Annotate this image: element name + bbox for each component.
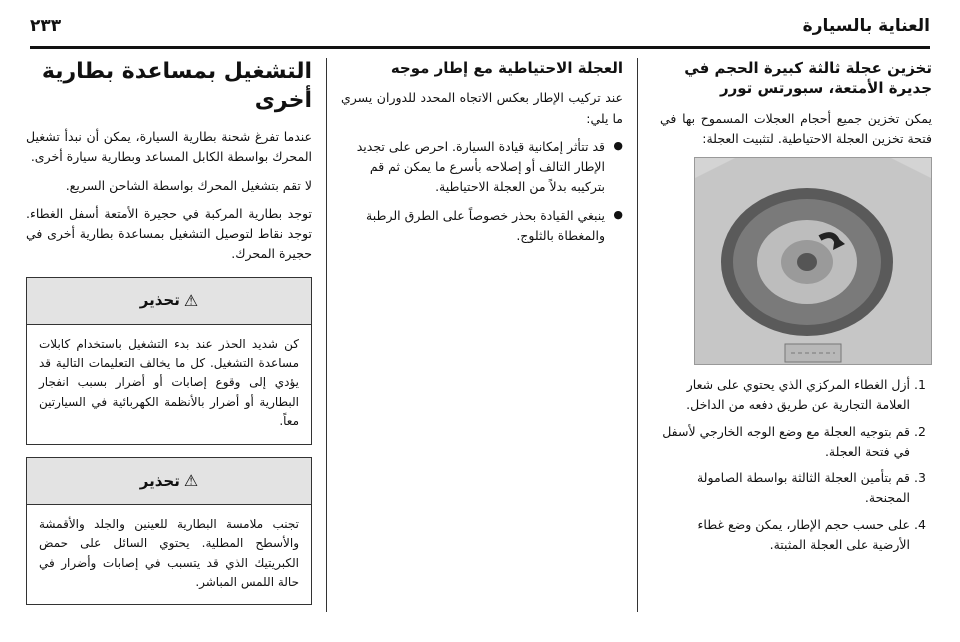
- intro-text: يمكن تخزين جميع أحجام العجلات المسموح بها في فتحة تخزين العجلة الاحتياطية. لتثبيت العجلة:: [660, 110, 932, 146]
- warning-body: كن شديد الحذر عند بدء التشغيل باستخدام كابلات مساعدة التشغيل. كل ما يخالف التعليمات التالية قد يؤدي إلى وقوع إصابات أو أضرار بسبب انفجار البطارية أو أضرار بالأنظمة الكهربائية في السيارتين معاً.: [39, 336, 299, 429]
- heading-directional-tyre: العجلة الاحتياطية مع إطار موجه: [390, 59, 623, 77]
- intro-text: عند تركيب الإطار بعكس الاتجاه المحدد للدوران يسري ما يلي:: [341, 90, 623, 126]
- paragraph: عندما تفرغ شحنة بطارية السيارة، يمكن أن نبدأ تشغيل المحرك بواسطة الكابل المساعد وبطارية سيارة أخرى.: [26, 129, 312, 165]
- heading-jump-start: التشغيل بمساعدة بطارية أخرى: [41, 59, 312, 113]
- column-divider: [326, 58, 327, 612]
- spare-wheel-illustration: [694, 157, 932, 365]
- list-item: ● قد تتأثر إمكانية قيادة السيارة. احرص على تجديد الإطار التالف أو إصلاحه بأسرع ما يمكن ثم قم بتركيبه بدلاً من العجلة الاحتياطية.: [341, 137, 605, 198]
- list-item: ● ينبغي القيادة بحذر خصوصاً على الطرق الرطبة والمغطاة بالثلوج.: [341, 206, 605, 247]
- warning-box: [26, 457, 312, 606]
- bullet-list: [341, 137, 623, 246]
- warning-header: [27, 458, 311, 505]
- warning-body: تجنب ملامسة البطارية للعينين والجلد والأقمشة والأسطح المطلية. يحتوي السائل على حمض الكبريتيك الذي قد يتسبب في إصابات وأضرار في حالة اللمس المباشر.: [39, 516, 299, 589]
- column-jump-start: [26, 58, 312, 605]
- warning-triangle-icon: ⚠: [183, 290, 199, 310]
- heading-third-wheel: تخزين عجلة ثالثة كبيرة الحجم في جديرة الأمتعة، سبورتس تورر: [684, 59, 932, 98]
- section-title: العناية بالسيارة: [802, 16, 930, 36]
- warning-box: [26, 277, 312, 445]
- list-item: 1. أزل الغطاء المركزي الذي يحتوي على شعار العلامة التجارية عن طريق دفعه من الداخل.: [660, 375, 910, 416]
- list-item: 3. قم بتأمين العجلة الثالثة بواسطة الصامولة المجنحة.: [660, 468, 910, 509]
- page-number: ٢٣٣: [30, 16, 62, 36]
- warning-triangle-icon: ⚠: [183, 470, 199, 490]
- paragraph: لا تقم بتشغيل المحرك بواسطة الشاحن السريع.: [65, 177, 312, 193]
- column-divider: [637, 58, 638, 612]
- column-directional-tyre: [341, 58, 623, 254]
- warning-header: [27, 278, 311, 325]
- column-third-wheel-storage: [660, 58, 932, 561]
- list-item: 2. قم بتوجيه العجلة مع وضع الوجه الخارجي لأسفل في فتحة العجلة.: [660, 422, 910, 463]
- warning-title: تحذير: [139, 291, 180, 310]
- header-rule: [30, 46, 930, 49]
- list-item: 4. على حسب حجم الإطار، يمكن وضع غطاء الأرضية على العجلة المثبتة.: [660, 515, 910, 556]
- page-header: [30, 10, 930, 42]
- steps-list: [660, 375, 932, 555]
- paragraph: توجد بطارية المركبة في حجيرة الأمتعة أسفل الغطاء. توجد نقاط لتوصيل التشغيل بمساعدة بطارية أخرى في حجيرة المحرك.: [26, 205, 312, 262]
- warning-title: تحذير: [139, 471, 180, 490]
